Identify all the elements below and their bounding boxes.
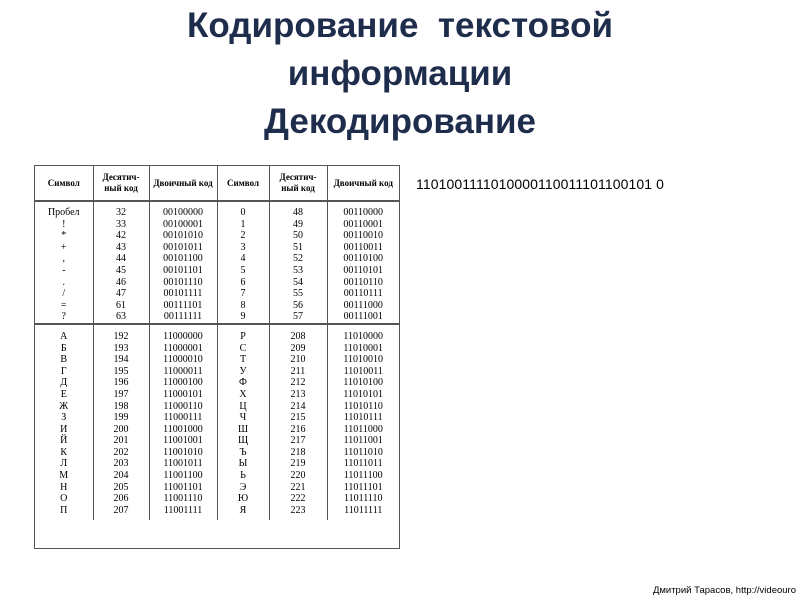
cell-decimal: 209 [269,343,327,355]
cell-symbol: + [35,242,93,254]
cell-decimal: 215 [269,412,327,424]
cell-binary: 11001011 [149,458,217,470]
cell-symbol: 8 [217,300,269,312]
header-symbol: Символ [35,166,93,201]
table-row [35,230,399,242]
cell-symbol: . [35,277,93,289]
slide-title [0,2,800,146]
cell-symbol: Н [35,482,93,494]
cell-symbol: ? [35,311,93,324]
cell-symbol: П [35,505,93,521]
cell-symbol: Ъ [217,447,269,459]
cell-symbol: Г [35,366,93,378]
cell-decimal: 198 [93,401,149,413]
cell-symbol: С [217,343,269,355]
cell-binary: 11000010 [149,354,217,366]
cell-binary: 11010101 [343,388,384,400]
cell-binary: 11011011 [343,458,383,470]
cell-binary: 00111001 [343,311,383,323]
cell-binary: 11011111 [344,504,383,516]
cell-decimal: 214 [269,401,327,413]
cell-symbol: / [35,288,93,300]
table-row [35,377,399,389]
cell-binary: 00110111 [343,288,383,300]
cell-symbol: 7 [217,288,269,300]
cell-decimal: 194 [93,354,149,366]
cell-decimal: 44 [93,253,149,265]
cell-decimal: 201 [93,435,149,447]
cell-binary: 00111000 [343,299,383,311]
footer-credit: Дмитрий Тарасов, http://videouro [652,585,796,596]
cell-decimal: 219 [269,458,327,470]
table-row [35,288,399,300]
cell-binary: 11010100 [343,377,384,389]
cell-decimal: 53 [269,265,327,277]
cell-binary: 11011100 [343,470,383,482]
cell-decimal: 43 [93,242,149,254]
header-binary: Двоичный код [149,166,217,201]
cell-binary: 11010110 [343,400,383,412]
table-row [35,311,399,324]
cell-decimal: 192 [93,324,149,343]
table-row [35,219,399,231]
cell-binary: 00110000 [343,207,384,218]
cell-binary: 00101010 [149,230,217,242]
cell-binary: 11011001 [343,435,383,447]
cell-symbol: 0 [217,201,269,219]
cell-decimal: 210 [269,354,327,366]
cell-symbol: - [35,265,93,277]
cell-symbol: Ж [35,401,93,413]
cell-binary: 00110010 [343,230,384,242]
cell-decimal: 197 [93,389,149,401]
cell-decimal: 223 [269,505,327,521]
table-row [35,493,399,505]
cell-decimal: 217 [269,435,327,447]
cell-decimal: 204 [93,470,149,482]
cell-binary: 11001000 [149,424,217,436]
header-binary: Двоичный код [327,166,399,201]
table-row [35,343,399,355]
cell-binary: 00110011 [343,241,383,253]
cell-binary: 11000111 [149,412,217,424]
cell-decimal: 205 [93,482,149,494]
table-row [35,458,399,470]
table-row [35,505,399,521]
table-row [35,447,399,459]
cell-binary: 11000011 [149,366,217,378]
cell-symbol: М [35,470,93,482]
cell-decimal: 57 [269,311,327,324]
table-row [35,324,399,343]
table-row [35,201,399,219]
cell-decimal: 193 [93,343,149,355]
cell-symbol: Я [217,505,269,521]
cell-symbol: 6 [217,277,269,289]
cell-binary: 11011000 [343,423,383,435]
table-row [35,366,399,378]
cell-decimal: 49 [269,219,327,231]
table-row [35,424,399,436]
title-line-3: Декодирование [264,102,536,141]
cell-decimal: 220 [269,470,327,482]
cell-binary: 00101011 [149,242,217,254]
cell-decimal: 202 [93,447,149,459]
cell-symbol: Т [217,354,269,366]
cell-decimal: 207 [93,505,149,521]
cell-symbol: О [35,493,93,505]
cell-decimal: 203 [93,458,149,470]
cell-decimal: 33 [93,219,149,231]
cell-symbol: 5 [217,265,269,277]
cell-binary: 11001100 [149,470,217,482]
cell-binary: 11000101 [149,389,217,401]
cell-symbol: Ы [217,458,269,470]
cell-decimal: 46 [93,277,149,289]
cell-symbol: Пробел [35,201,93,219]
cell-decimal: 63 [93,311,149,324]
cell-binary: 11011101 [343,481,383,493]
cell-decimal: 47 [93,288,149,300]
cell-binary: 00111101 [149,300,217,312]
table-row [35,401,399,413]
header-decimal: Десятич-ный код [269,166,327,201]
table-row [35,354,399,366]
cell-decimal: 61 [93,300,149,312]
cell-binary: 11010010 [343,354,384,366]
cell-binary: 11010111 [343,412,383,424]
cell-decimal: 199 [93,412,149,424]
title-line-2: информации [287,54,513,93]
cell-binary: 00101100 [149,253,217,265]
cell-symbol: Х [217,389,269,401]
cell-decimal: 196 [93,377,149,389]
cell-decimal: 206 [93,493,149,505]
cell-symbol: Ф [217,377,269,389]
cell-symbol: Ь [217,470,269,482]
cell-binary: 11000100 [149,377,217,389]
table-header-row [35,166,399,201]
cell-binary: 11001001 [149,435,217,447]
cell-binary: 00110001 [343,218,384,230]
table-row [35,300,399,312]
cell-decimal: 221 [269,482,327,494]
cell-binary: 11000000 [149,324,217,343]
cell-binary: 11000110 [149,401,217,413]
cell-symbol: И [35,424,93,436]
cell-symbol: 3 [217,242,269,254]
cell-decimal: 52 [269,253,327,265]
table-body [35,201,399,520]
cell-binary: 11000001 [149,343,217,355]
cell-symbol: Ш [217,424,269,436]
cell-binary: 11010000 [327,324,399,343]
header-symbol: Символ [217,166,269,201]
cell-symbol: Б [35,343,93,355]
cell-binary: 00110100 [343,253,384,265]
cell-binary: 11001101 [149,482,217,494]
cell-binary: 11011010 [343,446,383,458]
cell-decimal: 208 [269,324,327,343]
table-row [35,412,399,424]
cell-decimal: 51 [269,242,327,254]
cell-decimal: 32 [93,201,149,219]
encoding-table [35,166,399,520]
cell-binary: 11001110 [149,493,217,505]
cell-symbol: Ц [217,401,269,413]
cell-symbol: ! [35,219,93,231]
table-row [35,242,399,254]
cell-decimal: 222 [269,493,327,505]
table-row [35,277,399,289]
cell-symbol: Р [217,324,269,343]
cell-binary: 11011110 [343,493,383,505]
table-row [35,253,399,265]
cell-symbol: 2 [217,230,269,242]
cell-binary: 11010001 [343,342,384,354]
cell-binary: 11001111 [149,505,217,521]
header-decimal: Десятич-ный код [93,166,149,201]
cell-symbol: , [35,253,93,265]
cell-binary: 00110110 [343,276,383,288]
cell-symbol: У [217,366,269,378]
cell-binary: 11001010 [149,447,217,459]
cell-decimal: 54 [269,277,327,289]
cell-decimal: 216 [269,424,327,436]
cell-binary: 00101111 [149,288,217,300]
cell-symbol: 4 [217,253,269,265]
cell-decimal: 213 [269,389,327,401]
cell-decimal: 42 [93,230,149,242]
cell-binary: 11010011 [343,365,383,377]
cell-binary: 00100000 [149,201,217,219]
cell-binary: 00101110 [149,277,217,289]
table-row [35,389,399,401]
cell-decimal: 218 [269,447,327,459]
cell-decimal: 212 [269,377,327,389]
table-row [35,470,399,482]
cell-symbol: Й [35,435,93,447]
title-line-1: Кодирование текстовой [187,6,613,45]
cell-symbol: Ч [217,412,269,424]
cell-symbol: 1 [217,219,269,231]
table-row [35,482,399,494]
cell-symbol: = [35,300,93,312]
cell-binary: 00101101 [149,265,217,277]
cell-binary: 00110101 [343,264,384,276]
table-row [35,435,399,447]
cell-decimal: 56 [269,300,327,312]
cell-symbol: Щ [217,435,269,447]
binary-code-text: 1101001111010000110011101100101 0 [416,176,665,192]
cell-symbol: * [35,230,93,242]
cell-decimal: 195 [93,366,149,378]
cell-symbol: А [35,324,93,343]
cell-symbol: Е [35,389,93,401]
cell-symbol: Л [35,458,93,470]
cell-decimal: 55 [269,288,327,300]
cell-decimal: 200 [93,424,149,436]
cell-binary: 00111111 [149,311,217,324]
table-row [35,265,399,277]
cell-symbol: Д [35,377,93,389]
cell-decimal: 45 [93,265,149,277]
cell-binary: 00100001 [149,219,217,231]
cell-symbol: Э [217,482,269,494]
cell-symbol: К [35,447,93,459]
cell-decimal: 50 [269,230,327,242]
cell-symbol: З [35,412,93,424]
cell-symbol: В [35,354,93,366]
encoding-table-frame [34,165,400,549]
cell-decimal: 48 [269,201,327,219]
cell-symbol: 9 [217,311,269,324]
cell-decimal: 211 [269,366,327,378]
cell-symbol: Ю [217,493,269,505]
